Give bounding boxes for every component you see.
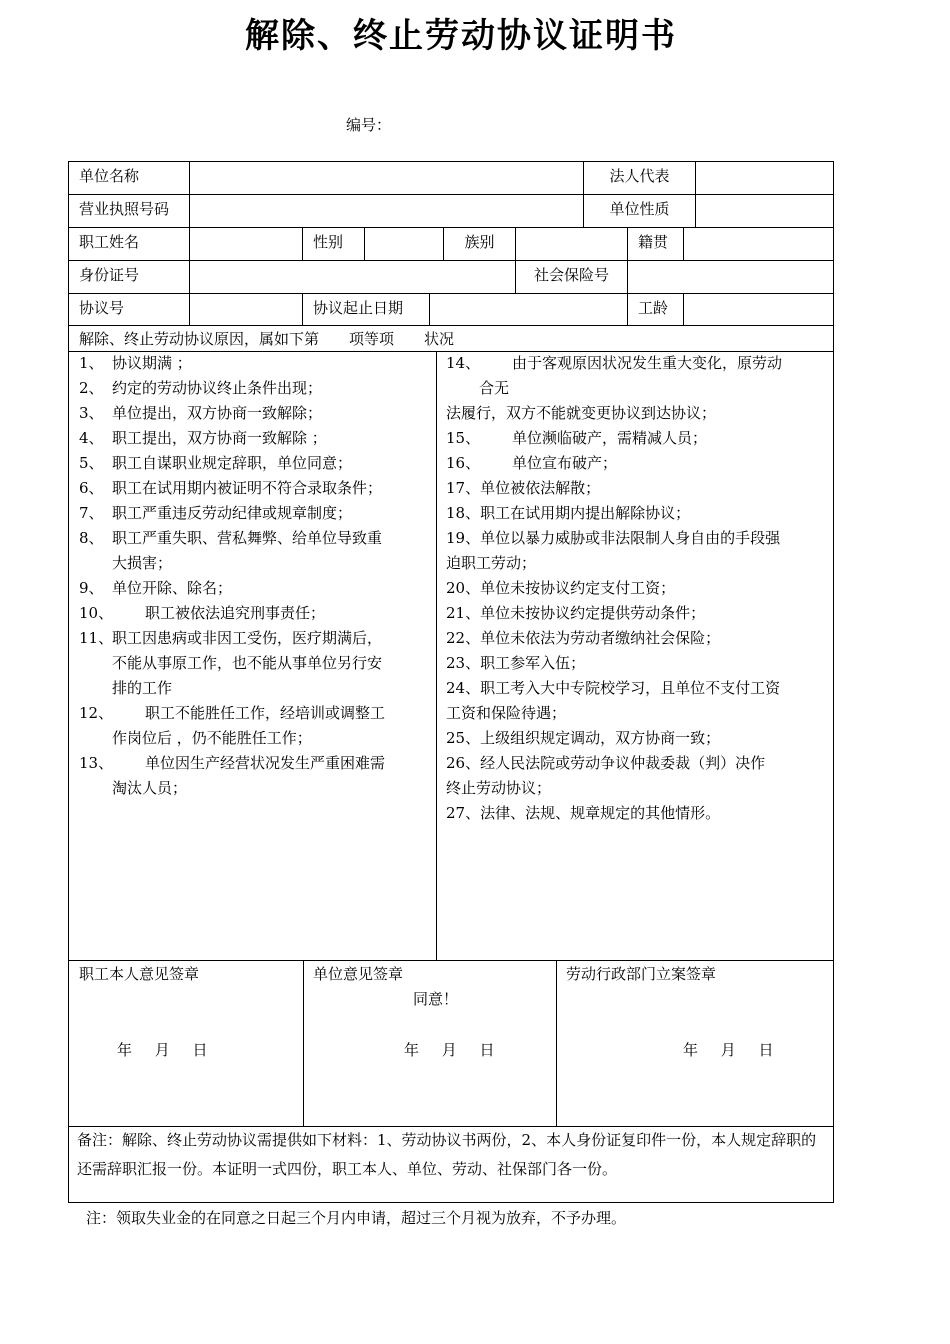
reason-item	[79, 451, 431, 476]
reason-item	[79, 576, 431, 601]
reason-item	[79, 426, 431, 451]
reason-text: 19、单位以暴力威胁或非法限制人身自由的手段强	[446, 529, 781, 547]
reasons-left-column	[79, 351, 431, 801]
reason-item	[446, 751, 828, 801]
reason-number: 13、	[79, 754, 114, 772]
reason-item	[446, 801, 828, 826]
labor-dept-signature-label: 劳动行政部门立案签章	[566, 965, 717, 983]
reason-number: 3、	[79, 404, 104, 422]
reason-text: 25、上级组织规定调动，双方协商一致；	[446, 729, 721, 747]
reason-item	[446, 601, 828, 626]
reason-text: 合无	[479, 379, 510, 397]
unit-opinion: 同意！	[413, 990, 459, 1008]
reason-text: 单位因生产经营状况发生严重困难需	[145, 754, 386, 772]
reason-text: 27、法律、法规、规章规定的其他情形。	[446, 804, 721, 822]
unit-signature-label: 单位意见签章	[313, 965, 404, 983]
reason-number: 6、	[79, 479, 104, 497]
reason-item	[446, 351, 828, 426]
reason-number: 7、	[79, 504, 104, 522]
reason-text: 排的工作	[112, 679, 173, 697]
reason-text: 职工不能胜任工作，经培训或调整工	[145, 704, 386, 722]
reason-text: 职工提出，双方协商一致解除 ；	[112, 429, 327, 447]
reason-item	[446, 651, 828, 676]
employee-name-field[interactable]	[190, 228, 303, 261]
native-place-label: 籍贯	[628, 228, 684, 261]
reason-number: 14、	[446, 354, 481, 372]
agreement-period-field[interactable]	[430, 294, 628, 326]
reason-text: 职工在试用期内被证明不符合录取条件；	[112, 479, 383, 497]
reasons-right-column	[446, 351, 828, 826]
reason-text: 协议期满 ；	[112, 354, 192, 372]
social-security-label: 社会保险号	[516, 261, 628, 294]
reason-text: 单位宣布破产；	[512, 454, 618, 472]
reason-item	[79, 526, 431, 576]
reason-text: 大损害；	[112, 554, 173, 572]
reason-number: 2、	[79, 379, 104, 397]
reason-text: 工资和保险待遇；	[446, 704, 567, 722]
native-place-field[interactable]	[684, 228, 833, 261]
reason-number: 12、	[79, 704, 114, 722]
ethnicity-field[interactable]	[516, 228, 628, 261]
unit-nature-field[interactable]	[696, 195, 833, 228]
employee-name-label: 职工姓名	[69, 228, 190, 261]
serial-number-label: 编号：	[346, 116, 392, 134]
reason-text: 17、单位被依法解散；	[446, 479, 601, 497]
reason-item	[79, 376, 431, 401]
employee-signature-date: 年 月 日	[117, 1041, 209, 1059]
reason-text: 淘汰人员；	[112, 779, 188, 797]
reason-text: 职工自谋职业规定辞职，单位同意；	[112, 454, 353, 472]
reason-item	[446, 476, 828, 501]
license-number-label: 营业执照号码	[69, 195, 190, 228]
legal-rep-label: 法人代表	[584, 162, 696, 195]
reason-item	[446, 726, 828, 751]
reason-text: 职工严重失职、营私舞弊、给单位导致重	[112, 529, 383, 547]
reason-text: 由于客观原因状况发生重大变化，原劳动	[512, 354, 783, 372]
reason-text: 23、职工参军入伍；	[446, 654, 586, 672]
reason-number: 9、	[79, 579, 104, 597]
signature-divider-1	[303, 961, 304, 1126]
reason-text: 18、职工在试用期内提出解除协议；	[446, 504, 691, 522]
legal-rep-field[interactable]	[696, 162, 833, 195]
reason-number: 4、	[79, 429, 104, 447]
reason-text: 迫职工劳动；	[446, 554, 537, 572]
seniority-field[interactable]	[684, 294, 833, 326]
unit-signature-date: 年 月 日	[404, 1041, 496, 1059]
reason-text: 20、单位未按协议约定支付工资；	[446, 579, 676, 597]
reason-item	[79, 626, 431, 701]
reason-item	[446, 626, 828, 651]
reason-text: 24、职工考入大中专院校学习，且单位不支付工资	[446, 679, 781, 697]
reason-item	[446, 426, 828, 451]
reason-number: 1、	[79, 354, 104, 372]
license-number-field[interactable]	[190, 195, 584, 228]
reason-text: 职工被依法追究刑事责任；	[145, 604, 326, 622]
agreement-period-label: 协议起止日期	[303, 294, 430, 326]
reason-number: 8、	[79, 529, 104, 547]
reason-item	[79, 701, 431, 751]
document-title: 解除、终止劳动协议证明书	[245, 16, 677, 56]
reason-item	[79, 601, 431, 626]
reason-item	[79, 351, 431, 376]
reason-text: 职工因患病或非因工受伤，医疗期满后，	[112, 629, 383, 647]
reason-item	[446, 451, 828, 476]
reason-text: 职工严重违反劳动纪律或规章制度；	[112, 504, 353, 522]
ethnicity-label: 族别	[444, 228, 516, 261]
reason-text: 22、单位未依法为劳动者缴纳社会保险；	[446, 629, 721, 647]
reason-item	[446, 526, 828, 576]
gender-label: 性别	[303, 228, 365, 261]
reason-number: 10、	[79, 604, 114, 622]
reasons-divider	[436, 352, 437, 960]
reason-text: 不能从事原工作，也不能从事单位另行安	[112, 654, 383, 672]
reason-item	[446, 576, 828, 601]
reason-text: 21、单位未按协议约定提供劳动条件；	[446, 604, 706, 622]
reason-item	[446, 676, 828, 726]
reason-number: 15、	[446, 429, 481, 447]
id-number-label: 身份证号	[69, 261, 190, 294]
reason-item	[79, 751, 431, 801]
reason-header: 解除、终止劳动协议原因，属如下第 项等项 状况	[69, 326, 833, 352]
signature-divider-2	[556, 961, 557, 1126]
reason-text: 终止劳动协议；	[446, 779, 552, 797]
reason-number: 16、	[446, 454, 481, 472]
labor-dept-signature-date: 年 月 日	[683, 1041, 775, 1059]
reason-number: 11、	[79, 629, 114, 647]
employee-signature-label: 职工本人意见签章	[79, 965, 200, 983]
gender-field[interactable]	[365, 228, 444, 261]
remarks: 备注：解除、终止劳动协议需提供如下材料：1、劳动协议书两份，2、本人身份证复印件一份，本人规定辞职的还需辞职汇报一份。本证明一式四份，职工本人、单位、劳动、社保部门各一份。	[77, 1131, 817, 1178]
certificate-form	[68, 161, 834, 1203]
reason-text: 法履行，双方不能就变更协议到达协议；	[446, 404, 717, 422]
social-security-field[interactable]	[628, 261, 833, 294]
seniority-label: 工龄	[628, 294, 684, 326]
reason-item	[79, 501, 431, 526]
reason-text: 单位开除、除名；	[112, 579, 233, 597]
unit-name-field[interactable]	[190, 162, 584, 195]
reason-text: 单位提出，双方协商一致解除；	[112, 404, 323, 422]
reason-item	[79, 476, 431, 501]
reason-item	[446, 501, 828, 526]
agreement-number-field[interactable]	[190, 294, 303, 326]
reason-text: 单位濒临破产，需精减人员；	[512, 429, 708, 447]
footnote: 注：领取失业金的在同意之日起三个月内申请，超过三个月视为放弃，不予办理。	[86, 1209, 627, 1227]
reasons-bottom-border	[69, 960, 833, 961]
reason-item	[79, 401, 431, 426]
reason-text: 26、经人民法院或劳动争议仲裁委裁（判）决作	[446, 754, 766, 772]
unit-name-label: 单位名称	[69, 162, 190, 195]
reason-text: 作岗位后 ，仍不能胜任工作；	[112, 729, 312, 747]
reason-text: 约定的劳动协议终止条件出现；	[112, 379, 323, 397]
agreement-number-label: 协议号	[69, 294, 190, 326]
reason-number: 5、	[79, 454, 104, 472]
id-number-field[interactable]	[190, 261, 516, 294]
unit-nature-label: 单位性质	[584, 195, 696, 228]
